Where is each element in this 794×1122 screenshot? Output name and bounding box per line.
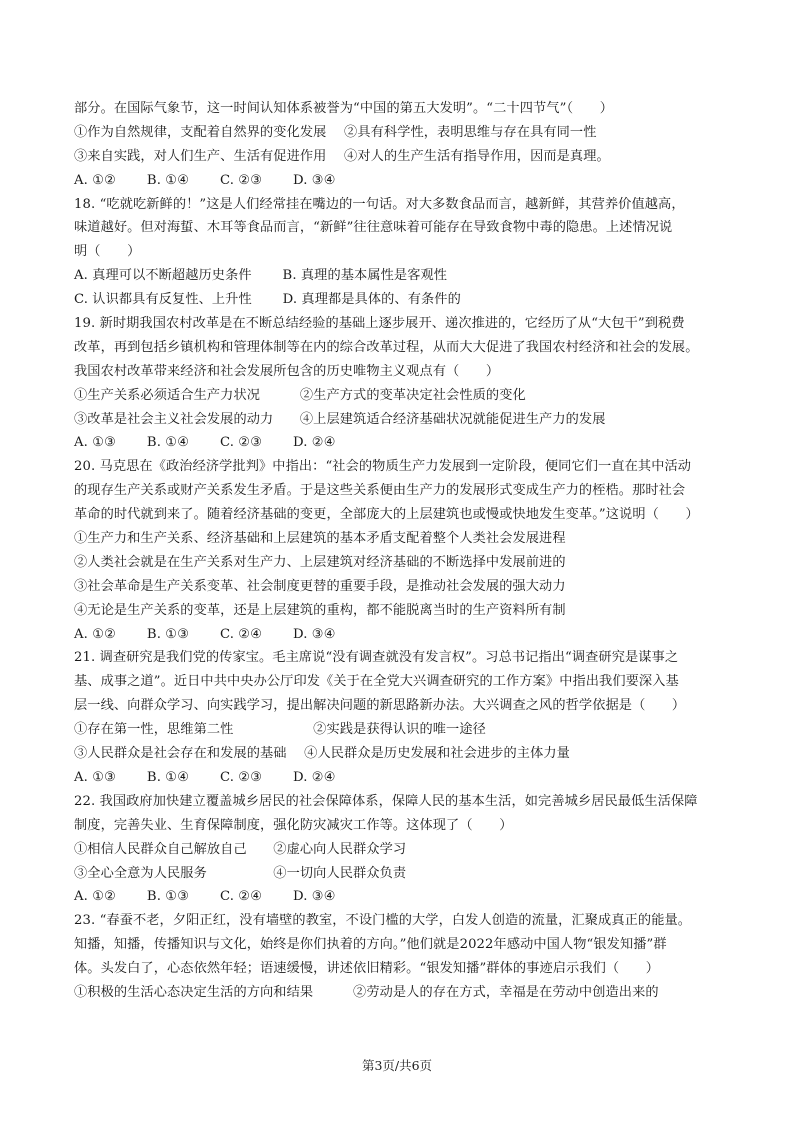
- q20-stem-line-1: 20. 马克思在《政治经济学批判》中指出：“社会的物质生产力发展到一定阶段，便同它们一直在其中活动: [74, 459, 692, 475]
- q21-stem-line-1: 21. 调查研究是我们党的传家宝。毛主席说“没有调查就没有发言权”。习总书记指出“调查研究是谋事之: [74, 650, 679, 666]
- q18-stem-line-2: 味道越好。但对海蜇、木耳等食品而言，“新鲜”往往意味着可能存在导致食物中毒的隐患。上述情况说: [74, 220, 673, 236]
- q20-option-3: ③社会革命是生产关系变革、社会制度更替的重要手段，是推动社会发展的强大动力: [74, 578, 566, 594]
- q21-stem-line-2: 基、成事之道”。近日中共中央办公厅印发《关于在全党大兴调查研究的工作方案》中指出我们要深入基: [74, 674, 679, 690]
- q19-stem-line-1: 19. 新时期我国农村改革是在不断总结经验的基础上逐步展开、递次推进的，它经历了从“大包干”到税费: [74, 316, 685, 332]
- q17-option-line-2: ③来自实践，对人们生产、生活有促进作用 ④对人的生产生活有指导作用，因而是真理。: [74, 148, 610, 164]
- q19-stem-line-3: 我国农村改革带来经济和社会发展所包含的历史唯物主义观点有（ ）: [74, 363, 500, 379]
- q22-stem-line-1: 22. 我国政府加快建立覆盖城乡居民的社会保障体系，保障人民的基本生活，如完善城乡居民最低生活保障: [74, 793, 698, 809]
- q19-stem-line-2: 改革，再到包括乡镇机构和管理体制等在内的综合改革过程，从而大大促进了我国农村经济和社会的发展。: [74, 339, 699, 355]
- q19-answer-choices: A. ①③ B. ①④ C. ②③ D. ②④: [74, 435, 336, 451]
- q22-stem-line-2: 制度，完善失业、生育保障制度，强化防灾减灾工作等。这体现了（ ）: [74, 817, 513, 833]
- q22-option-line-1: ①相信人民群众自己解放自己 ②虚心向人民群众学习: [74, 841, 407, 857]
- q18-stem-line-1: 18. “吃就吃新鲜的！”这是人们经常挂在嘴边的一句话。对大多数食品而言，越新鲜，其营养价值越高，: [74, 196, 685, 212]
- q18-stem-line-3: 明（ ）: [74, 244, 141, 260]
- q20-option-1: ①生产力和生产关系、经济基础和上层建筑的基本矛盾支配着整个人类社会发展进程: [74, 531, 566, 547]
- q18-choices-line-2: C. 认识都具有反复性、上升性 D. 真理都是具体的、有条件的: [74, 292, 461, 308]
- q22-option-line-2: ③全心全意为人民服务 ④一切向人民群众负责: [74, 865, 407, 881]
- q23-stem-line-2: 知播，知播，传播知识与文化，始终是你们执着的方向。”他们就是2022年感动中国人物“银发知播”群: [74, 937, 667, 953]
- q20-option-4: ④无论是生产关系的变革，还是上层建筑的重构，都不能脱离当时的生产资料所有制: [74, 602, 566, 618]
- q18-choices-line-1: A. 真理可以不断超越历史条件 B. 真理的基本属性是客观性: [74, 268, 448, 284]
- page-number-footer: 第3页/共6页: [361, 1058, 433, 1073]
- q19-option-line-1: ①生产关系必须适合生产力状况 ②生产方式的变革决定社会性质的变化: [74, 387, 526, 403]
- q21-answer-choices: A. ①③ B. ①④ C. ②③ D. ②④: [74, 769, 336, 785]
- q21-stem-line-3: 层一线、向群众学习、向实践学习，提出解决问题的新思路新办法。大兴调查之风的哲学依据是（ ）: [74, 698, 686, 714]
- q20-stem-line-2: 的现存生产关系或财产关系发生矛盾。于是这些关系便由生产力的发展形式变成生产力的桎梏。那时社会: [74, 483, 686, 499]
- page-content: [74, 97, 734, 1005]
- q17-option-line-1: ①作为自然规律，支配着自然界的变化发展 ②具有科学性，表明思维与存在具有同一性: [74, 124, 597, 140]
- q21-option-line-1: ①存在第一性，思维第二性 ②实践是获得认识的唯一途径: [74, 722, 486, 738]
- q19-option-line-2: ③改革是社会主义社会发展的动力 ④上层建筑适合经济基础状况就能促进生产力的发展: [74, 411, 606, 427]
- q20-answer-choices: A. ①② B. ①③ C. ②④ D. ③④: [74, 626, 336, 642]
- q23-stem-line-1: 23. “春蚕不老，夕阳正红，没有墙壁的教室，不设门槛的大学，白发人创造的流量，汇聚成真正的能量。: [74, 913, 692, 929]
- q17-answer-choices: A. ①② B. ①④ C. ②③ D. ③④: [74, 172, 336, 188]
- q17-stem-continuation: 部分。在国际气象节，这一时间认知体系被誉为“中国的第五大发明”。“二十四节气”（ ）: [74, 101, 613, 116]
- q23-option-line-1: ①积极的生活心态决定生活的方向和结果 ②劳动是人的存在方式，幸福是在劳动中创造出来的: [74, 984, 659, 1000]
- q22-answer-choices: A. ①② B. ①③ C. ②④ D. ③④: [74, 889, 336, 905]
- q20-stem-line-3: 革命的时代就到来了。随着经济基础的变更，全部庞大的上层建筑也或慢或快地发生变革。”这说明（ ）: [74, 507, 699, 523]
- q20-option-2: ②人类社会就是在生产关系对生产力、上层建筑对经济基础的不断选择中发展前进的: [74, 554, 566, 570]
- q21-option-line-2: ③人民群众是社会存在和发展的基础 ④人民群众是历史发展和社会进步的主体力量: [74, 746, 570, 762]
- q23-stem-line-3: 体。头发白了，心态依然年轻；语速缓慢，讲述依旧精彩。“银发知播”群体的事迹启示我们（ ）: [74, 961, 660, 977]
